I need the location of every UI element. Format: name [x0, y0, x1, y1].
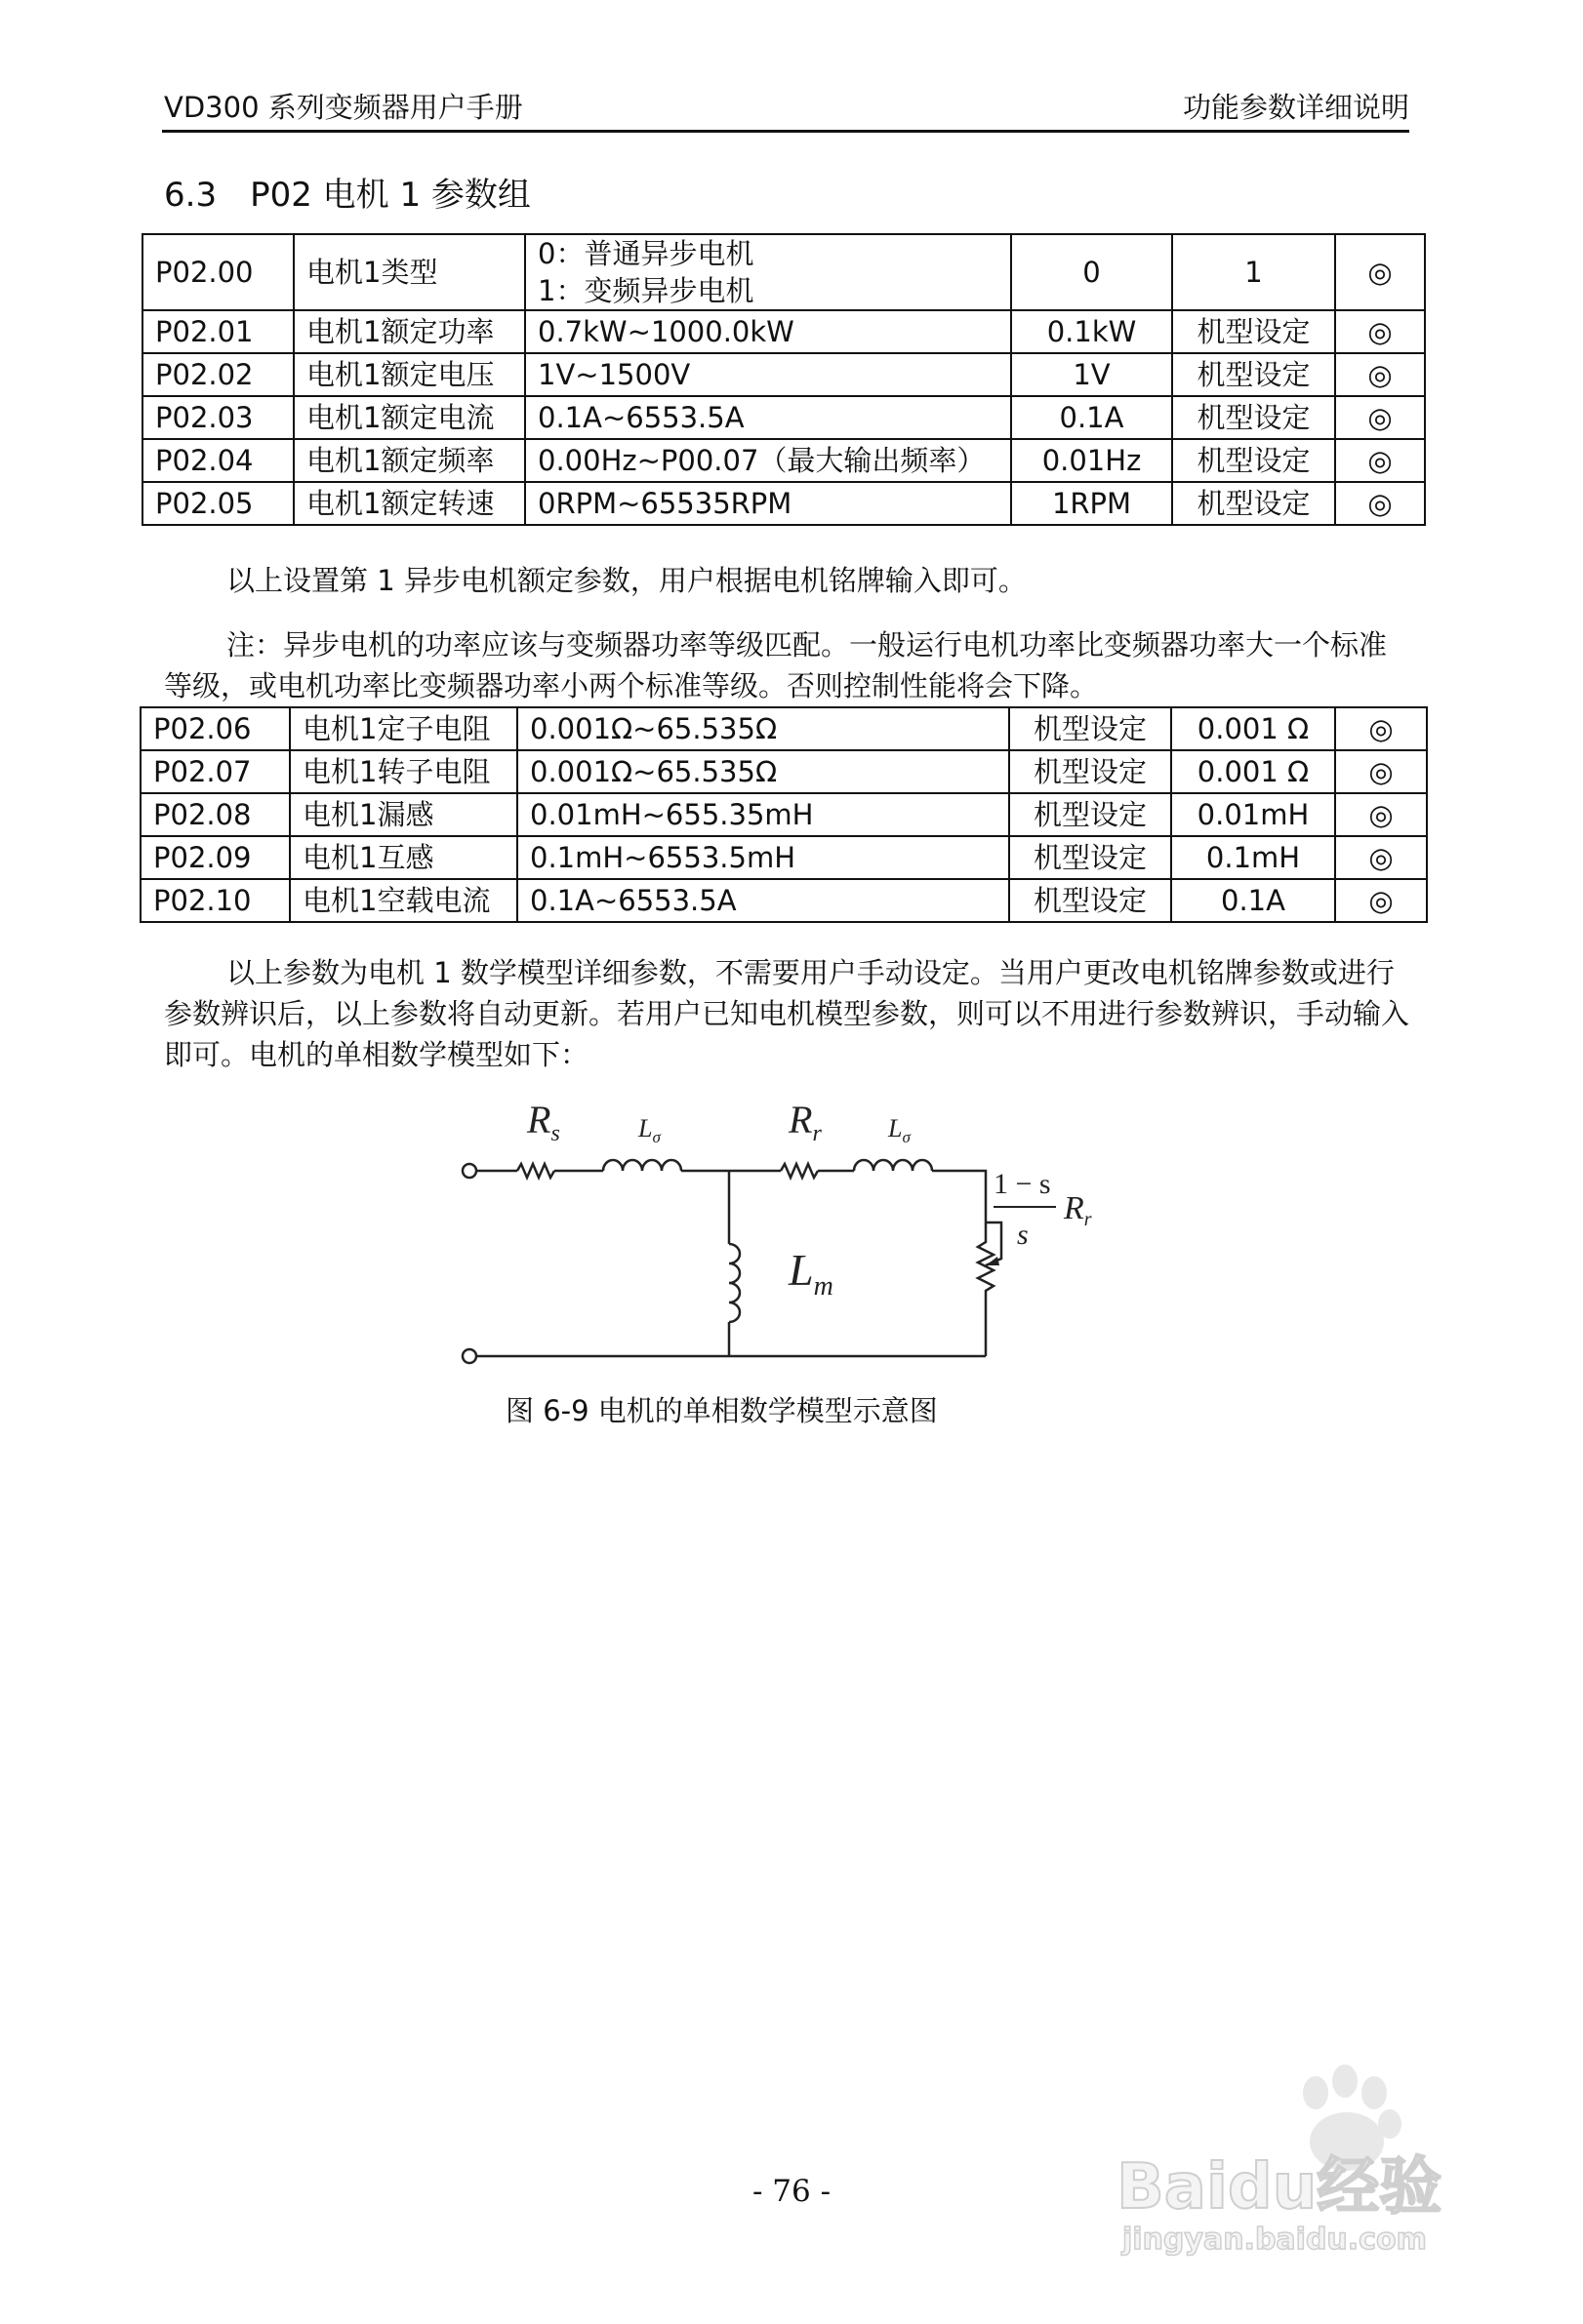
range-line: 1：变频异步电机	[538, 274, 754, 307]
param-mod: ◎	[1335, 707, 1427, 750]
page-header-left: VD300 系列变频器用户手册	[164, 91, 523, 124]
param-range: 0.1A~6553.5A	[517, 879, 1009, 922]
param-code: P02.00	[142, 234, 294, 310]
param-default: 机型设定	[1009, 836, 1171, 879]
param-unit: 0.1kW	[1011, 310, 1172, 353]
table-row	[141, 879, 1427, 922]
baidu-jingyan-watermark	[1103, 2054, 1493, 2259]
param-name: 电机1额定电流	[294, 396, 525, 439]
param-name: 电机1漏感	[290, 793, 517, 836]
param-range: 0RPM~65535RPM	[525, 482, 1011, 525]
param-range: 0.7kW~1000.0kW	[525, 310, 1011, 353]
page-number: - 76 -	[751, 2174, 832, 2209]
param-code: P02.09	[141, 836, 290, 879]
param-mod: ◎	[1335, 879, 1427, 922]
section-title: 6.3 P02 电机 1 参数组	[164, 176, 531, 215]
param-name: 电机1额定电压	[294, 353, 525, 396]
label-slip-numerator: 1 − s	[994, 1168, 1051, 1200]
param-default: 机型设定	[1172, 310, 1335, 353]
param-mod: ◎	[1335, 353, 1425, 396]
table-row	[142, 439, 1425, 482]
param-default: 1	[1172, 234, 1335, 310]
label-lr-sigma: $L_\sigma$	[888, 1114, 911, 1146]
param-mod: ◎	[1335, 234, 1425, 310]
load-resistor-wiper	[986, 1222, 1001, 1265]
table-row	[142, 310, 1425, 353]
param-unit: 0.1A	[1011, 396, 1172, 439]
param-code: P02.02	[142, 353, 294, 396]
param-range	[525, 234, 1011, 310]
param-range: 0.001Ω~65.535Ω	[517, 750, 1009, 793]
terminal-top	[463, 1164, 476, 1178]
param-table-motor-model	[140, 706, 1428, 923]
figure-caption: 图 6-9 电机的单相数学模型示意图	[506, 1394, 938, 1427]
param-mod: ◎	[1335, 310, 1425, 353]
param-default: 机型设定	[1009, 793, 1171, 836]
stator-resistor	[517, 1164, 554, 1178]
param-unit: 1RPM	[1011, 482, 1172, 525]
table-row	[142, 396, 1425, 439]
param-name: 电机1转子电阻	[290, 750, 517, 793]
param-range: 0.00Hz~P00.07（最大输出频率）	[525, 439, 1011, 482]
watermark-brand: Baidu经验	[1116, 2151, 1442, 2224]
param-mod: ◎	[1335, 750, 1427, 793]
param-mod: ◎	[1335, 396, 1425, 439]
param-default: 机型设定	[1172, 396, 1335, 439]
range-line: 0：普通异步电机	[538, 237, 754, 270]
param-range: 0.1A~6553.5A	[525, 396, 1011, 439]
param-code: P02.01	[142, 310, 294, 353]
param-mod: ◎	[1335, 439, 1425, 482]
param-name: 电机1额定功率	[294, 310, 525, 353]
label-rr: $R_r$	[789, 1098, 822, 1146]
param-unit: 1V	[1011, 353, 1172, 396]
param-name: 电机1类型	[294, 234, 525, 310]
table-row	[142, 353, 1425, 396]
param-unit: 0	[1011, 234, 1172, 310]
param-default: 机型设定	[1009, 750, 1171, 793]
param-unit: 0.001 Ω	[1171, 750, 1335, 793]
table-row	[142, 234, 1425, 310]
table-row	[141, 707, 1427, 750]
rotor-resistor	[781, 1164, 818, 1178]
magnetizing-inductor	[729, 1244, 740, 1322]
rotor-leakage-inductor	[854, 1160, 932, 1171]
param-code: P02.06	[141, 707, 290, 750]
motor-equivalent-circuit	[459, 1098, 1161, 1381]
param-default: 机型设定	[1172, 353, 1335, 396]
param-name: 电机1额定转速	[294, 482, 525, 525]
param-code: P02.08	[141, 793, 290, 836]
watermark-url: jingyan.baidu.com	[1122, 2223, 1427, 2257]
page-header-right: 功能参数详细说明	[1182, 91, 1409, 124]
param-unit: 0.1A	[1171, 879, 1335, 922]
param-range: 1V~1500V	[525, 353, 1011, 396]
param-name: 电机1定子电阻	[290, 707, 517, 750]
param-default: 机型设定	[1172, 482, 1335, 525]
param-unit: 0.1mH	[1171, 836, 1335, 879]
param-mod: ◎	[1335, 793, 1427, 836]
label-rs: $R_s$	[527, 1098, 560, 1146]
param-default: 机型设定	[1009, 707, 1171, 750]
header-rule	[162, 130, 1409, 133]
load-resistor	[978, 1234, 994, 1356]
param-code: P02.04	[142, 439, 294, 482]
param-unit: 0.001 Ω	[1171, 707, 1335, 750]
param-code: P02.05	[142, 482, 294, 525]
param-table-motor-rated	[142, 233, 1426, 526]
param-name: 电机1互感	[290, 836, 517, 879]
terminal-bottom	[463, 1349, 476, 1363]
label-ls-sigma: $L_\sigma$	[638, 1114, 661, 1146]
param-mod: ◎	[1335, 482, 1425, 525]
table-row	[141, 836, 1427, 879]
note-paragraph: 注：异步电机的功率应该与变频器功率等级匹配。一般运行电机功率比变频器功率大一个标准等级，或电机功率比变频器功率小两个标准等级。否则控制性能将会下降。	[164, 628, 1388, 702]
label-load-r: $R_r$	[1064, 1190, 1092, 1230]
param-code: P02.07	[141, 750, 290, 793]
paragraph-rated-params: 以上设置第 1 异步电机额定参数，用户根据电机铭牌输入即可。	[226, 564, 1027, 597]
table-row	[141, 793, 1427, 836]
table-row	[142, 482, 1425, 525]
param-code: P02.03	[142, 396, 294, 439]
param-default: 机型设定	[1172, 439, 1335, 482]
label-slip-denominator: s	[1017, 1219, 1029, 1251]
param-mod: ◎	[1335, 836, 1427, 879]
param-range: 0.001Ω~65.535Ω	[517, 707, 1009, 750]
param-default: 机型设定	[1009, 879, 1171, 922]
table-row	[141, 750, 1427, 793]
stator-leakage-inductor	[603, 1160, 681, 1171]
param-range: 0.01mH~655.35mH	[517, 793, 1009, 836]
param-name: 电机1额定频率	[294, 439, 525, 482]
param-code: P02.10	[141, 879, 290, 922]
paragraph-model-params: 以上参数为电机 1 数学模型详细参数，不需要用户手动设定。当用户更改电机铭牌参数或进行参数辨识后，以上参数将自动更新。若用户已知电机模型参数，则可以不用进行参数辨识，手动输入即可。电机的单相数学模型如下：	[164, 956, 1410, 1071]
label-lm: $L_m$	[789, 1245, 833, 1302]
param-unit: 0.01Hz	[1011, 439, 1172, 482]
param-name: 电机1空载电流	[290, 879, 517, 922]
param-range: 0.1mH~6553.5mH	[517, 836, 1009, 879]
param-unit: 0.01mH	[1171, 793, 1335, 836]
